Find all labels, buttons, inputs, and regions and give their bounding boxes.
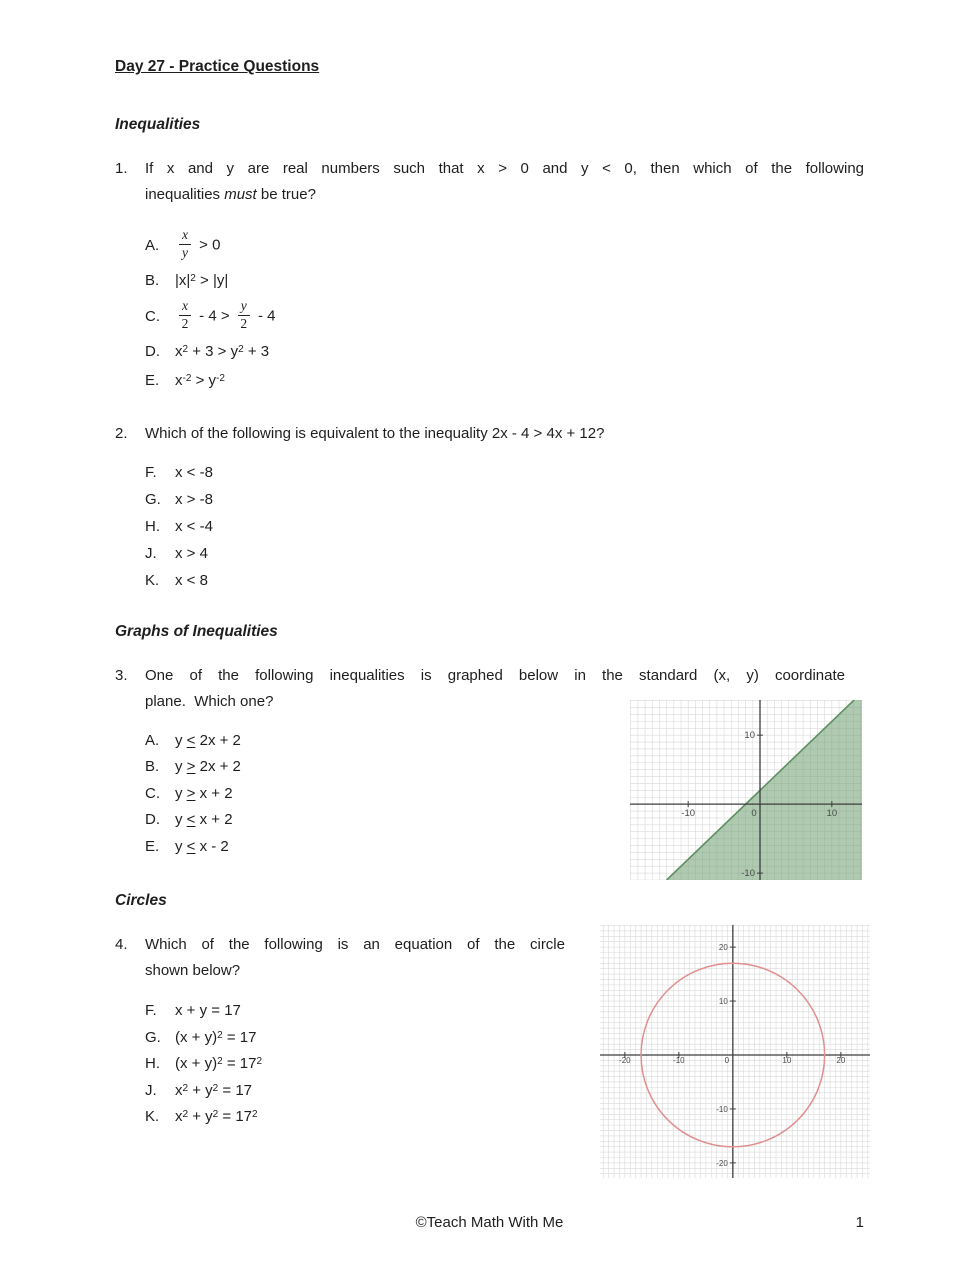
option-label: D. [145, 811, 160, 829]
svg-text:-20: -20 [716, 1158, 728, 1168]
option-row [145, 295, 864, 337]
option-text: $(x + y)^2 = 17$ [175, 1028, 257, 1046]
option-label: F. [145, 1002, 157, 1020]
inequality-graph [630, 700, 862, 880]
question-1 [115, 156, 864, 208]
option-label: E. [145, 837, 160, 855]
option-row [145, 224, 864, 266]
circle-graph [600, 925, 870, 1178]
option-text: $\frac{x}{y}$ > 0 [175, 229, 220, 262]
option-label: C. [145, 784, 160, 802]
option-label: F. [145, 464, 157, 481]
option-row [145, 513, 864, 540]
option-label: G. [145, 491, 161, 508]
footer-credit: ©Teach Math With Me [415, 1214, 564, 1231]
svg-text:-10: -10 [741, 868, 756, 880]
page-title: Day 27 - Practice Questions [115, 58, 320, 75]
inequality-graph-svg [630, 700, 862, 880]
option-text: y < x - 2 [175, 837, 229, 855]
question-4-text-line2: shown below? [145, 961, 241, 979]
option-text: y < 2x + 2 [175, 731, 241, 749]
page-number: 1 [855, 1214, 864, 1231]
svg-text:0: 0 [724, 1056, 730, 1066]
question-1-text-line2: inequalities must be true? [145, 186, 316, 203]
option-text: $x^{-2} > y^{-2}$ [175, 372, 225, 389]
section-heading-graphs-of-inequalities: Graphs of Inequalities [115, 623, 278, 640]
svg-text:20: 20 [718, 943, 728, 953]
question-2-number: 2. [115, 425, 128, 442]
question-2-options [145, 459, 864, 594]
svg-text:10: 10 [826, 808, 838, 820]
svg-text:-10: -10 [681, 808, 696, 820]
question-3-text-line2: plane. Which one? [145, 693, 274, 710]
question-4-number: 4. [115, 935, 128, 953]
option-text: x < -8 [175, 464, 213, 481]
option-label: J. [145, 545, 157, 562]
option-row [145, 337, 864, 366]
option-text: x < 8 [175, 572, 208, 589]
svg-text:0: 0 [751, 808, 757, 820]
svg-text:10: 10 [782, 1056, 792, 1066]
option-label: A. [145, 236, 160, 254]
question-4-text-line1: Which of the following is an equation of the circle [145, 935, 565, 953]
option-text: $x^2 + y^2 = 17^2$ [175, 1108, 258, 1126]
option-label: D. [145, 343, 160, 360]
question-2 [115, 421, 864, 447]
option-label: K. [145, 1108, 160, 1126]
svg-text:-10: -10 [716, 1104, 728, 1114]
svg-text:-20: -20 [619, 1056, 631, 1066]
option-text: x + y = 17 [175, 1002, 241, 1020]
question-3-text-line1: One of the following inequalities is graphed below in the standard (x, y) coordinate [145, 667, 845, 684]
option-label: J. [145, 1081, 157, 1099]
option-text: x < -4 [175, 518, 213, 535]
option-label: H. [145, 1055, 160, 1073]
option-label: B. [145, 272, 160, 289]
option-text: y > 2x + 2 [175, 758, 241, 776]
svg-text:20: 20 [836, 1056, 846, 1066]
question-1-number: 1. [115, 160, 128, 177]
option-label: E. [145, 372, 160, 389]
page-footer [0, 1214, 979, 1231]
option-label: K. [145, 572, 160, 589]
fraction: $\frac{x}{y}$ [179, 228, 191, 261]
question-1-text-line1: If x and y are real numbers such that x > 0 and y < 0, then which of the following [145, 160, 864, 177]
section-heading-circles: Circles [115, 891, 167, 909]
option-text: $x^2 + y^2 = 17$ [175, 1081, 253, 1099]
option-label: B. [145, 758, 160, 776]
option-text: y < x + 2 [175, 811, 233, 829]
option-text: x > -8 [175, 491, 213, 508]
option-label: C. [145, 307, 160, 325]
option-row [145, 567, 864, 594]
question-2-text: Which of the following is equivalent to the inequality 2x - 4 > 4x + 12? [145, 425, 605, 442]
option-label: G. [145, 1028, 161, 1046]
option-text: y > x + 2 [175, 784, 233, 802]
option-row [145, 366, 864, 395]
section-heading-inequalities: Inequalities [115, 116, 201, 133]
option-text: $|x|^2 > |y|$ [175, 272, 229, 289]
option-row [145, 486, 864, 513]
option-row [145, 266, 864, 295]
fraction: $\frac{y}{2}$ [238, 299, 250, 332]
option-text: $\frac{x}{2}$ - 4 > $\frac{y}{2}$ - 4 [175, 300, 275, 333]
option-row [145, 459, 864, 486]
fraction: $\frac{x}{2}$ [179, 299, 191, 332]
svg-text:10: 10 [718, 997, 728, 1007]
option-text: x > 4 [175, 545, 208, 562]
svg-text:-10: -10 [673, 1056, 685, 1066]
option-label: H. [145, 518, 160, 535]
question-3-number: 3. [115, 667, 128, 684]
option-label: A. [145, 731, 160, 749]
svg-text:10: 10 [744, 730, 756, 742]
option-text: $(x + y)^2 = 17^2$ [175, 1055, 262, 1073]
question-1-options [145, 224, 864, 395]
option-row [145, 540, 864, 567]
circle-graph-svg [600, 925, 870, 1178]
option-text: $x^2 + 3 > y^2 + 3$ [175, 343, 270, 360]
